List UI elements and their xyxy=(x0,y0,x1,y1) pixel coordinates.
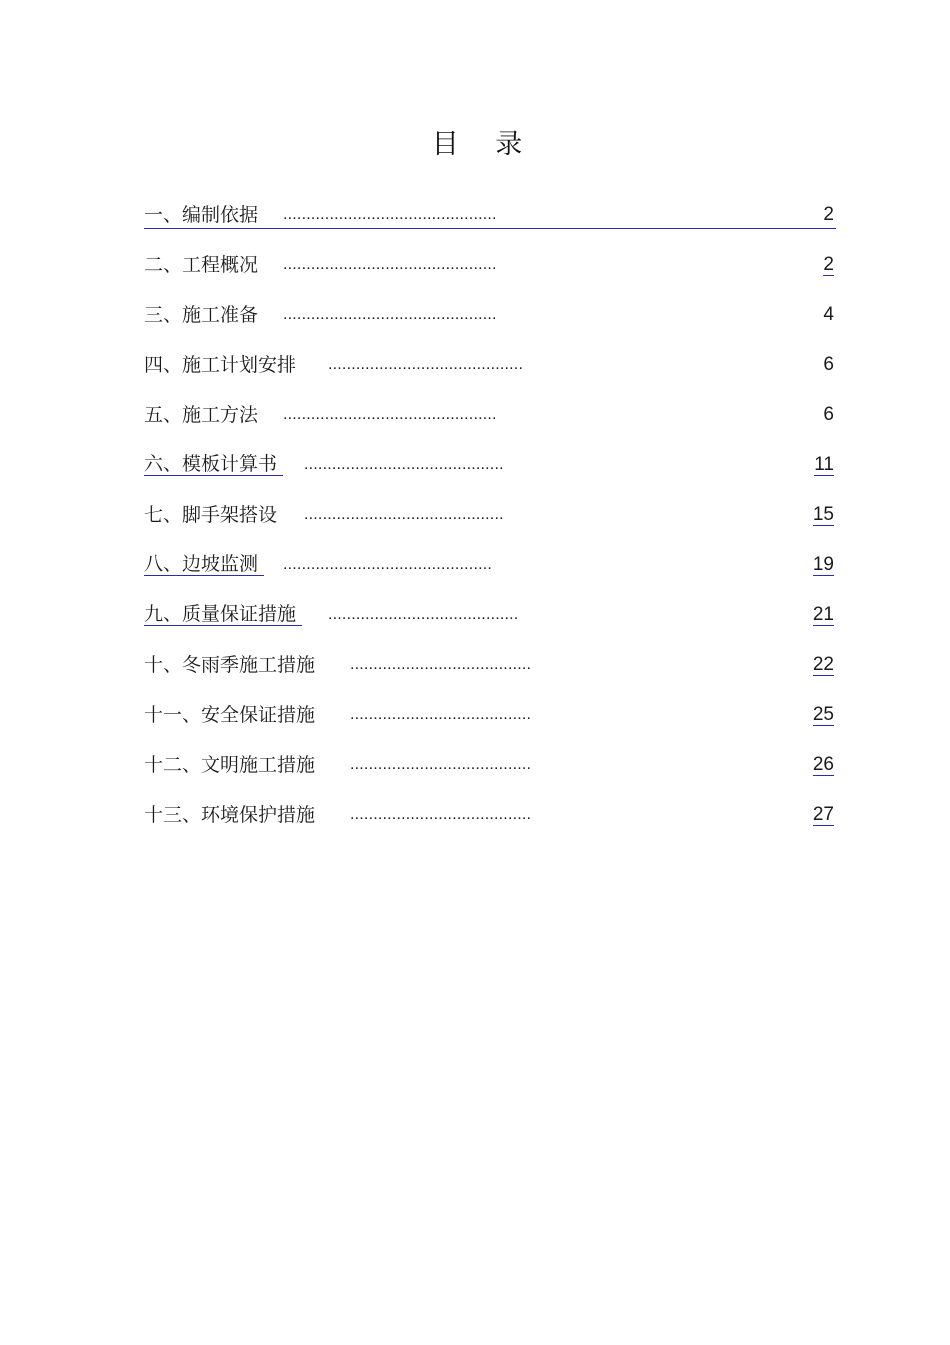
toc-entry-leader: ....................................... xyxy=(350,656,532,673)
toc-entry-label[interactable]: 八、边坡监测 xyxy=(144,553,264,576)
toc-entry-label[interactable]: 十一、安全保证措施 xyxy=(144,704,316,726)
toc-entry-label[interactable]: 七、脚手架搭设 xyxy=(144,504,278,526)
toc-entry-label[interactable]: 二、工程概况 xyxy=(144,254,259,276)
toc-entry-page[interactable] xyxy=(813,504,834,526)
toc-entry-page-number[interactable]: 2 xyxy=(823,254,834,275)
toc-entry[interactable] xyxy=(144,652,836,680)
toc-entry-leader: .............................................. xyxy=(283,406,497,423)
toc-entry-leader: ............................................. xyxy=(283,556,493,573)
toc-entry-page[interactable] xyxy=(813,604,834,626)
toc-entry-leader: .............................................. xyxy=(283,206,497,223)
toc-entry-page[interactable]: 2 xyxy=(823,204,834,225)
toc-entry-page-number[interactable]: 21 xyxy=(812,604,834,625)
toc-entry-leader: ......................................... xyxy=(328,606,519,623)
toc-entry[interactable] xyxy=(144,402,836,430)
page-title: 目 录 xyxy=(431,129,537,160)
toc-entry-leader: ........................................... xyxy=(304,506,504,523)
toc-entry-page[interactable] xyxy=(813,704,834,726)
toc-entry-label[interactable]: 一、编制依据 xyxy=(144,204,259,226)
toc-entry-page[interactable]: 4 xyxy=(823,304,834,325)
toc-entry[interactable] xyxy=(144,752,836,780)
toc-entry-label[interactable]: 五、施工方法 xyxy=(144,404,259,426)
toc-entry-label[interactable]: 六、模板计算书 xyxy=(144,453,283,476)
toc-entry[interactable] xyxy=(144,602,836,630)
toc-entry-label[interactable]: 十三、环境保护措施 xyxy=(144,804,316,826)
toc-entry[interactable] xyxy=(144,502,836,530)
toc-entry-label[interactable]: 三、施工准备 xyxy=(144,304,259,326)
toc-entry-leader: .......................................... xyxy=(328,356,524,373)
toc-entry[interactable] xyxy=(144,552,836,580)
toc-entry-leader: ....................................... xyxy=(350,756,532,773)
toc-entry-page-number[interactable]: 11 xyxy=(814,454,834,475)
toc-entry-label[interactable]: 十二、文明施工措施 xyxy=(144,754,316,776)
toc-entry-label[interactable]: 四、施工计划安排 xyxy=(144,354,297,376)
toc-entry-page-number[interactable]: 26 xyxy=(812,754,834,775)
link-underline xyxy=(144,228,836,229)
toc-entry-page-number[interactable]: 25 xyxy=(812,704,834,725)
toc-entry-page-number[interactable]: 27 xyxy=(812,804,834,825)
toc-entry-page[interactable] xyxy=(813,654,834,676)
toc-entry-leader: ........................................... xyxy=(304,456,504,473)
toc-entry-page[interactable] xyxy=(813,554,834,576)
toc-entry-leader: .............................................. xyxy=(283,256,497,273)
toc-entry-leader: ....................................... xyxy=(350,706,532,723)
toc-entry-page[interactable]: 6 xyxy=(823,404,834,425)
toc-entry-leader: ....................................... xyxy=(350,806,532,823)
toc-entry[interactable] xyxy=(144,452,836,480)
toc-entry[interactable] xyxy=(144,702,836,730)
toc-entry-label[interactable]: 十、冬雨季施工措施 xyxy=(144,654,316,676)
toc-entry-page[interactable]: 6 xyxy=(823,354,834,375)
toc-entry-leader: .............................................. xyxy=(283,306,497,323)
toc-entry-label[interactable]: 九、质量保证措施 xyxy=(144,603,302,626)
toc-entry[interactable] xyxy=(144,302,836,330)
toc-entry[interactable] xyxy=(144,252,836,280)
toc-entry-page[interactable] xyxy=(823,254,834,276)
toc-entry-page[interactable] xyxy=(813,804,834,826)
toc-entry[interactable] xyxy=(144,352,836,380)
toc-entry-page[interactable] xyxy=(814,454,834,476)
toc-entry-page-number[interactable]: 19 xyxy=(812,554,834,575)
toc-entry-page-number[interactable]: 22 xyxy=(812,654,834,675)
toc-entry-page[interactable] xyxy=(813,754,834,776)
toc-entry[interactable] xyxy=(144,802,836,830)
toc-entry[interactable] xyxy=(144,202,836,230)
toc-entry-page-number[interactable]: 15 xyxy=(812,504,834,525)
